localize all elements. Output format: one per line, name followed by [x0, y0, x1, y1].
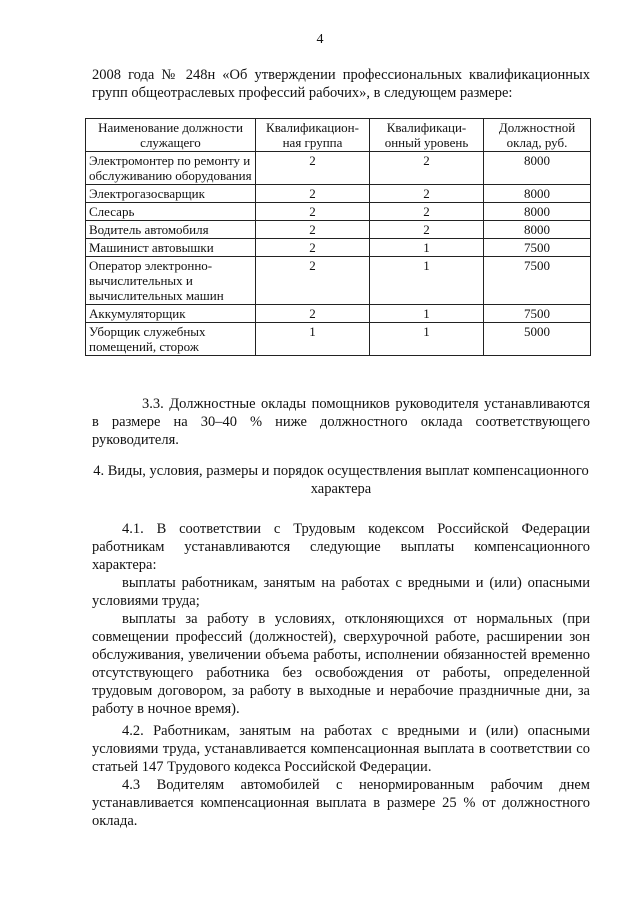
table-row	[86, 257, 591, 305]
cell-level: 1	[370, 305, 484, 323]
table-row	[86, 152, 591, 185]
table-body	[86, 152, 591, 356]
cell-salary: 7500	[484, 257, 591, 305]
cell-level: 2	[370, 203, 484, 221]
table-row	[86, 203, 591, 221]
paragraph-3-3: 3.3. Должностные оклады помощников руководителя устанавливаются в размере на 30–40 % ниже должностного оклада соответствующего руководителя.	[92, 396, 590, 448]
table-row	[86, 323, 591, 356]
paragraph-4-3: 4.3 Водителям автомобилей с ненормированным рабочим днем устанавливается компенсационная выплата в размере 25 % от должностного оклада.	[92, 777, 590, 829]
cell-salary: 8000	[484, 203, 591, 221]
cell-group: 2	[256, 152, 370, 185]
cell-position: Электромонтер по ремонту и обслуживанию оборудования	[86, 152, 256, 185]
paragraph-4-2: 4.2. Работникам, занятым на работах с вредными и (или) опасными условиями труда, устанавливается компенсационная выплата в соответствии со статьей 147 Трудового кодекса Российской Федерации.	[92, 723, 590, 775]
cell-position: Электрогазосварщик	[86, 185, 256, 203]
header-group: Квалификацион-ная группа	[256, 119, 370, 152]
page-number: 4	[316, 32, 324, 47]
cell-salary: 7500	[484, 239, 591, 257]
cell-level: 1	[370, 323, 484, 356]
cell-salary: 8000	[484, 152, 591, 185]
cell-level: 1	[370, 257, 484, 305]
cell-level: 2	[370, 185, 484, 203]
table-row	[86, 185, 591, 203]
cell-group: 2	[256, 239, 370, 257]
cell-salary: 8000	[484, 185, 591, 203]
table-row	[86, 305, 591, 323]
table-header-row	[86, 119, 591, 152]
cell-group: 1	[256, 323, 370, 356]
intro-paragraph: 2008 года № 248н «Об утверждении профессиональных квалификационных групп общеотраслевых профессий рабочих», в следующем размере:	[92, 67, 590, 101]
positions-table	[85, 118, 591, 356]
cell-position: Машинист автовышки	[86, 239, 256, 257]
paragraph-4-1: 4.1. В соответствии с Трудовым кодексом Российской Федерации работникам устанавливаются следующие выплаты компенсационного характера:	[92, 521, 590, 573]
cell-position: Слесарь	[86, 203, 256, 221]
section-4-heading: 4. Виды, условия, размеры и порядок осуществления выплат компенсационного характера	[93, 463, 589, 497]
cell-salary: 8000	[484, 221, 591, 239]
cell-group: 2	[256, 305, 370, 323]
cell-level: 1	[370, 239, 484, 257]
cell-level: 2	[370, 221, 484, 239]
cell-position: Водитель автомобиля	[86, 221, 256, 239]
header-position: Наименование должности служащего	[86, 119, 256, 152]
paragraph-4-1-hazard-payments: выплаты работникам, занятым на работах с вредными и (или) опасными условиями труда;	[92, 575, 590, 609]
cell-position: Уборщик служебных помещений, сторож	[86, 323, 256, 356]
header-level: Квалификаци-онный уровень	[370, 119, 484, 152]
paragraph-4-1-abnormal-conditions: выплаты за работу в условиях, отклоняющихся от нормальных (при совмещении профессий (должностей), сверхурочной работе, расширении зон обслуживания, увеличении объема работы, исполнении обязанностей временно отсутствующего работника без освобождения от работы, определенной трудовым договором, за работу в выходные и нерабочие праздничные дни, за работу в ночное время).	[92, 611, 590, 717]
cell-group: 2	[256, 203, 370, 221]
cell-level: 2	[370, 152, 484, 185]
cell-salary: 5000	[484, 323, 591, 356]
cell-position: Аккумуляторщик	[86, 305, 256, 323]
cell-position: Оператор электронно-вычислительных и вычислительных машин	[86, 257, 256, 305]
cell-salary: 7500	[484, 305, 591, 323]
cell-group: 2	[256, 221, 370, 239]
cell-group: 2	[256, 257, 370, 305]
header-salary: Должностной оклад, руб.	[484, 119, 591, 152]
cell-group: 2	[256, 185, 370, 203]
table-row	[86, 221, 591, 239]
table-row	[86, 239, 591, 257]
